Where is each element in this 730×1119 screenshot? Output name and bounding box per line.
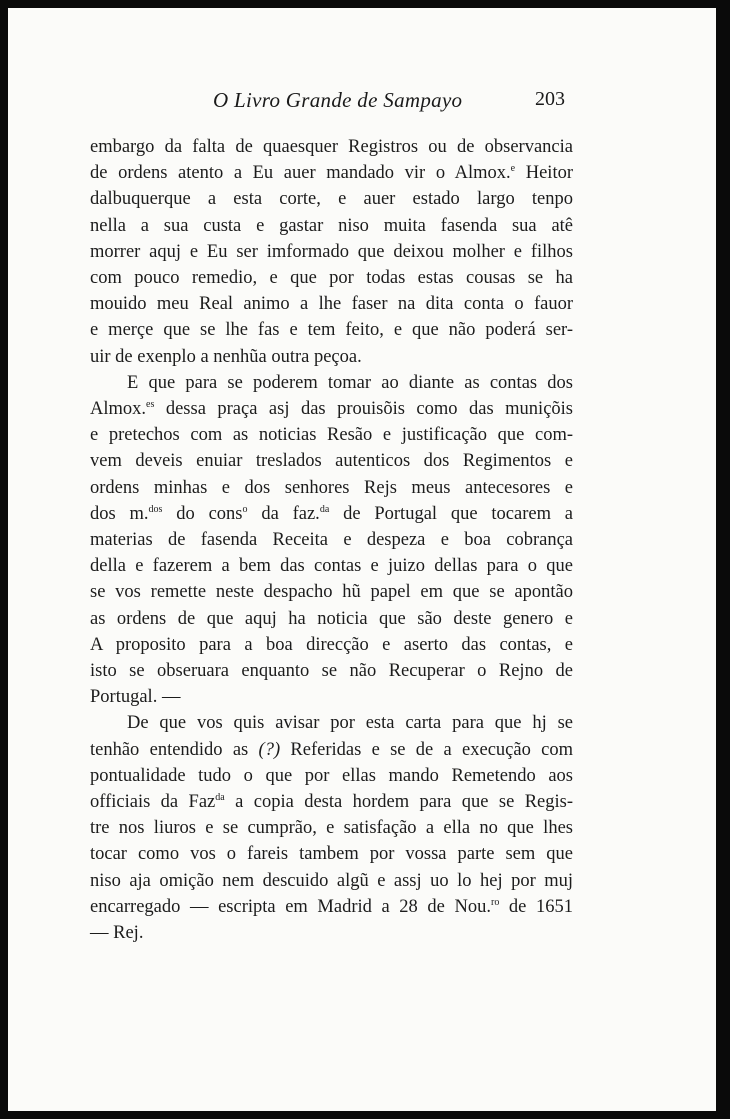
superscript: da xyxy=(319,503,330,515)
text-run: Heitor xyxy=(515,163,573,184)
text-run: dessa praça asj das prouisõis como das muniçõis xyxy=(154,399,573,420)
text-line: materias de fasenda Receita e despeza e boa cobrança xyxy=(90,530,573,551)
text-run: a copia desta hordem para que se Regis- xyxy=(224,792,573,813)
text-line xyxy=(90,501,573,527)
text-run: Referidas e se de a execução com xyxy=(280,739,573,760)
superscript: dos xyxy=(148,503,163,515)
text-line xyxy=(90,894,573,920)
superscript: ro xyxy=(490,896,500,908)
text-line: as ordens de que aquj ha noticia que são deste genero e xyxy=(90,608,573,629)
text-line: ordens minhas e dos senhores Rejs meus antecesores e xyxy=(90,477,573,498)
text-line: Portugal. — xyxy=(90,687,181,708)
text-line: morrer aquj e Eu ser imformado que deixou molher e filhos xyxy=(90,241,573,262)
text-run: da faz. xyxy=(247,503,320,524)
text-line: isto se obseruara enquanto se não Recuperar o Rejno de xyxy=(90,661,573,682)
text-run: do cons xyxy=(162,503,243,524)
text-run: de 1651 xyxy=(499,896,574,917)
text-line: se vos remette neste despacho hũ papel em que se apontão xyxy=(90,582,573,603)
text-line: De que vos quis avisar por esta carta para que hj se xyxy=(127,713,573,734)
text-line: e pretechos com as noticias Resão e justificação que com- xyxy=(90,425,573,446)
text-line: della e fazerem a bem das contas e juizo dellas para o que xyxy=(90,556,573,577)
text-line: — Rej. xyxy=(90,923,144,944)
text-run: tenhão entendido as xyxy=(90,739,259,760)
text-line: tocar como vos o fareis tambem por vossa parte sem que xyxy=(90,844,573,865)
text-line: embargo da falta de quaesquer Registros ou de observancia xyxy=(90,137,573,157)
text-run: officiais da Faz xyxy=(90,792,216,813)
superscript: da xyxy=(215,792,225,804)
text-run-italic: (?) xyxy=(258,739,281,760)
text-line: A proposito para a boa direcção e aserto das contas, e xyxy=(90,634,573,655)
superscript: es xyxy=(146,399,155,411)
text-run: encarregado — escripta em Madrid a 28 de Nou. xyxy=(90,896,491,917)
text-line xyxy=(90,396,573,422)
text-line xyxy=(90,160,573,186)
superscript: e xyxy=(510,163,516,175)
text-line: com pouco remedio, e que por todas estas cousas se ha xyxy=(90,268,573,289)
text-line: mouido meu Real animo a lhe faser na dita conta o fauor xyxy=(90,294,573,315)
text-line: nella a sua custa e gastar niso muita fasenda sua atê xyxy=(90,215,573,236)
text-run: de Portugal que tocarem a xyxy=(329,503,573,524)
text-line: dalbuquerque a esta corte, e auer estado largo tenpo xyxy=(90,189,573,210)
page-number: 203 xyxy=(535,88,565,110)
text-line: E que para se poderem tomar ao diante as contas dos xyxy=(127,372,573,393)
text-line xyxy=(90,789,573,815)
text-line: vem deveis enuiar treslados autenticos dos Regimentos e xyxy=(90,451,573,472)
text-line: tre nos liuros e se cumprão, e satisfação a ella no que lhes xyxy=(90,818,573,839)
running-title: O Livro Grande de Sampayo xyxy=(213,88,463,112)
text-line: e merçe que se lhe fas e tem feito, e que não poderá ser- xyxy=(90,320,573,341)
document-page xyxy=(8,8,716,1111)
text-run: Almox. xyxy=(90,399,147,420)
text-line: pontualidade tudo o que por ellas mando Remetendo aos xyxy=(90,765,573,786)
body-text xyxy=(90,134,573,946)
text-line: niso aja omição nem descuido algũ e assj uo lo hej por muj xyxy=(90,870,573,891)
text-line: uir de exenplo a nenhũa outra peçoa. xyxy=(90,346,362,367)
text-run: dos m. xyxy=(90,503,149,524)
text-run: de ordens atento a Eu auer mandado vir o Almox. xyxy=(90,163,511,184)
text-line xyxy=(90,737,573,763)
superscript: o xyxy=(242,503,248,515)
